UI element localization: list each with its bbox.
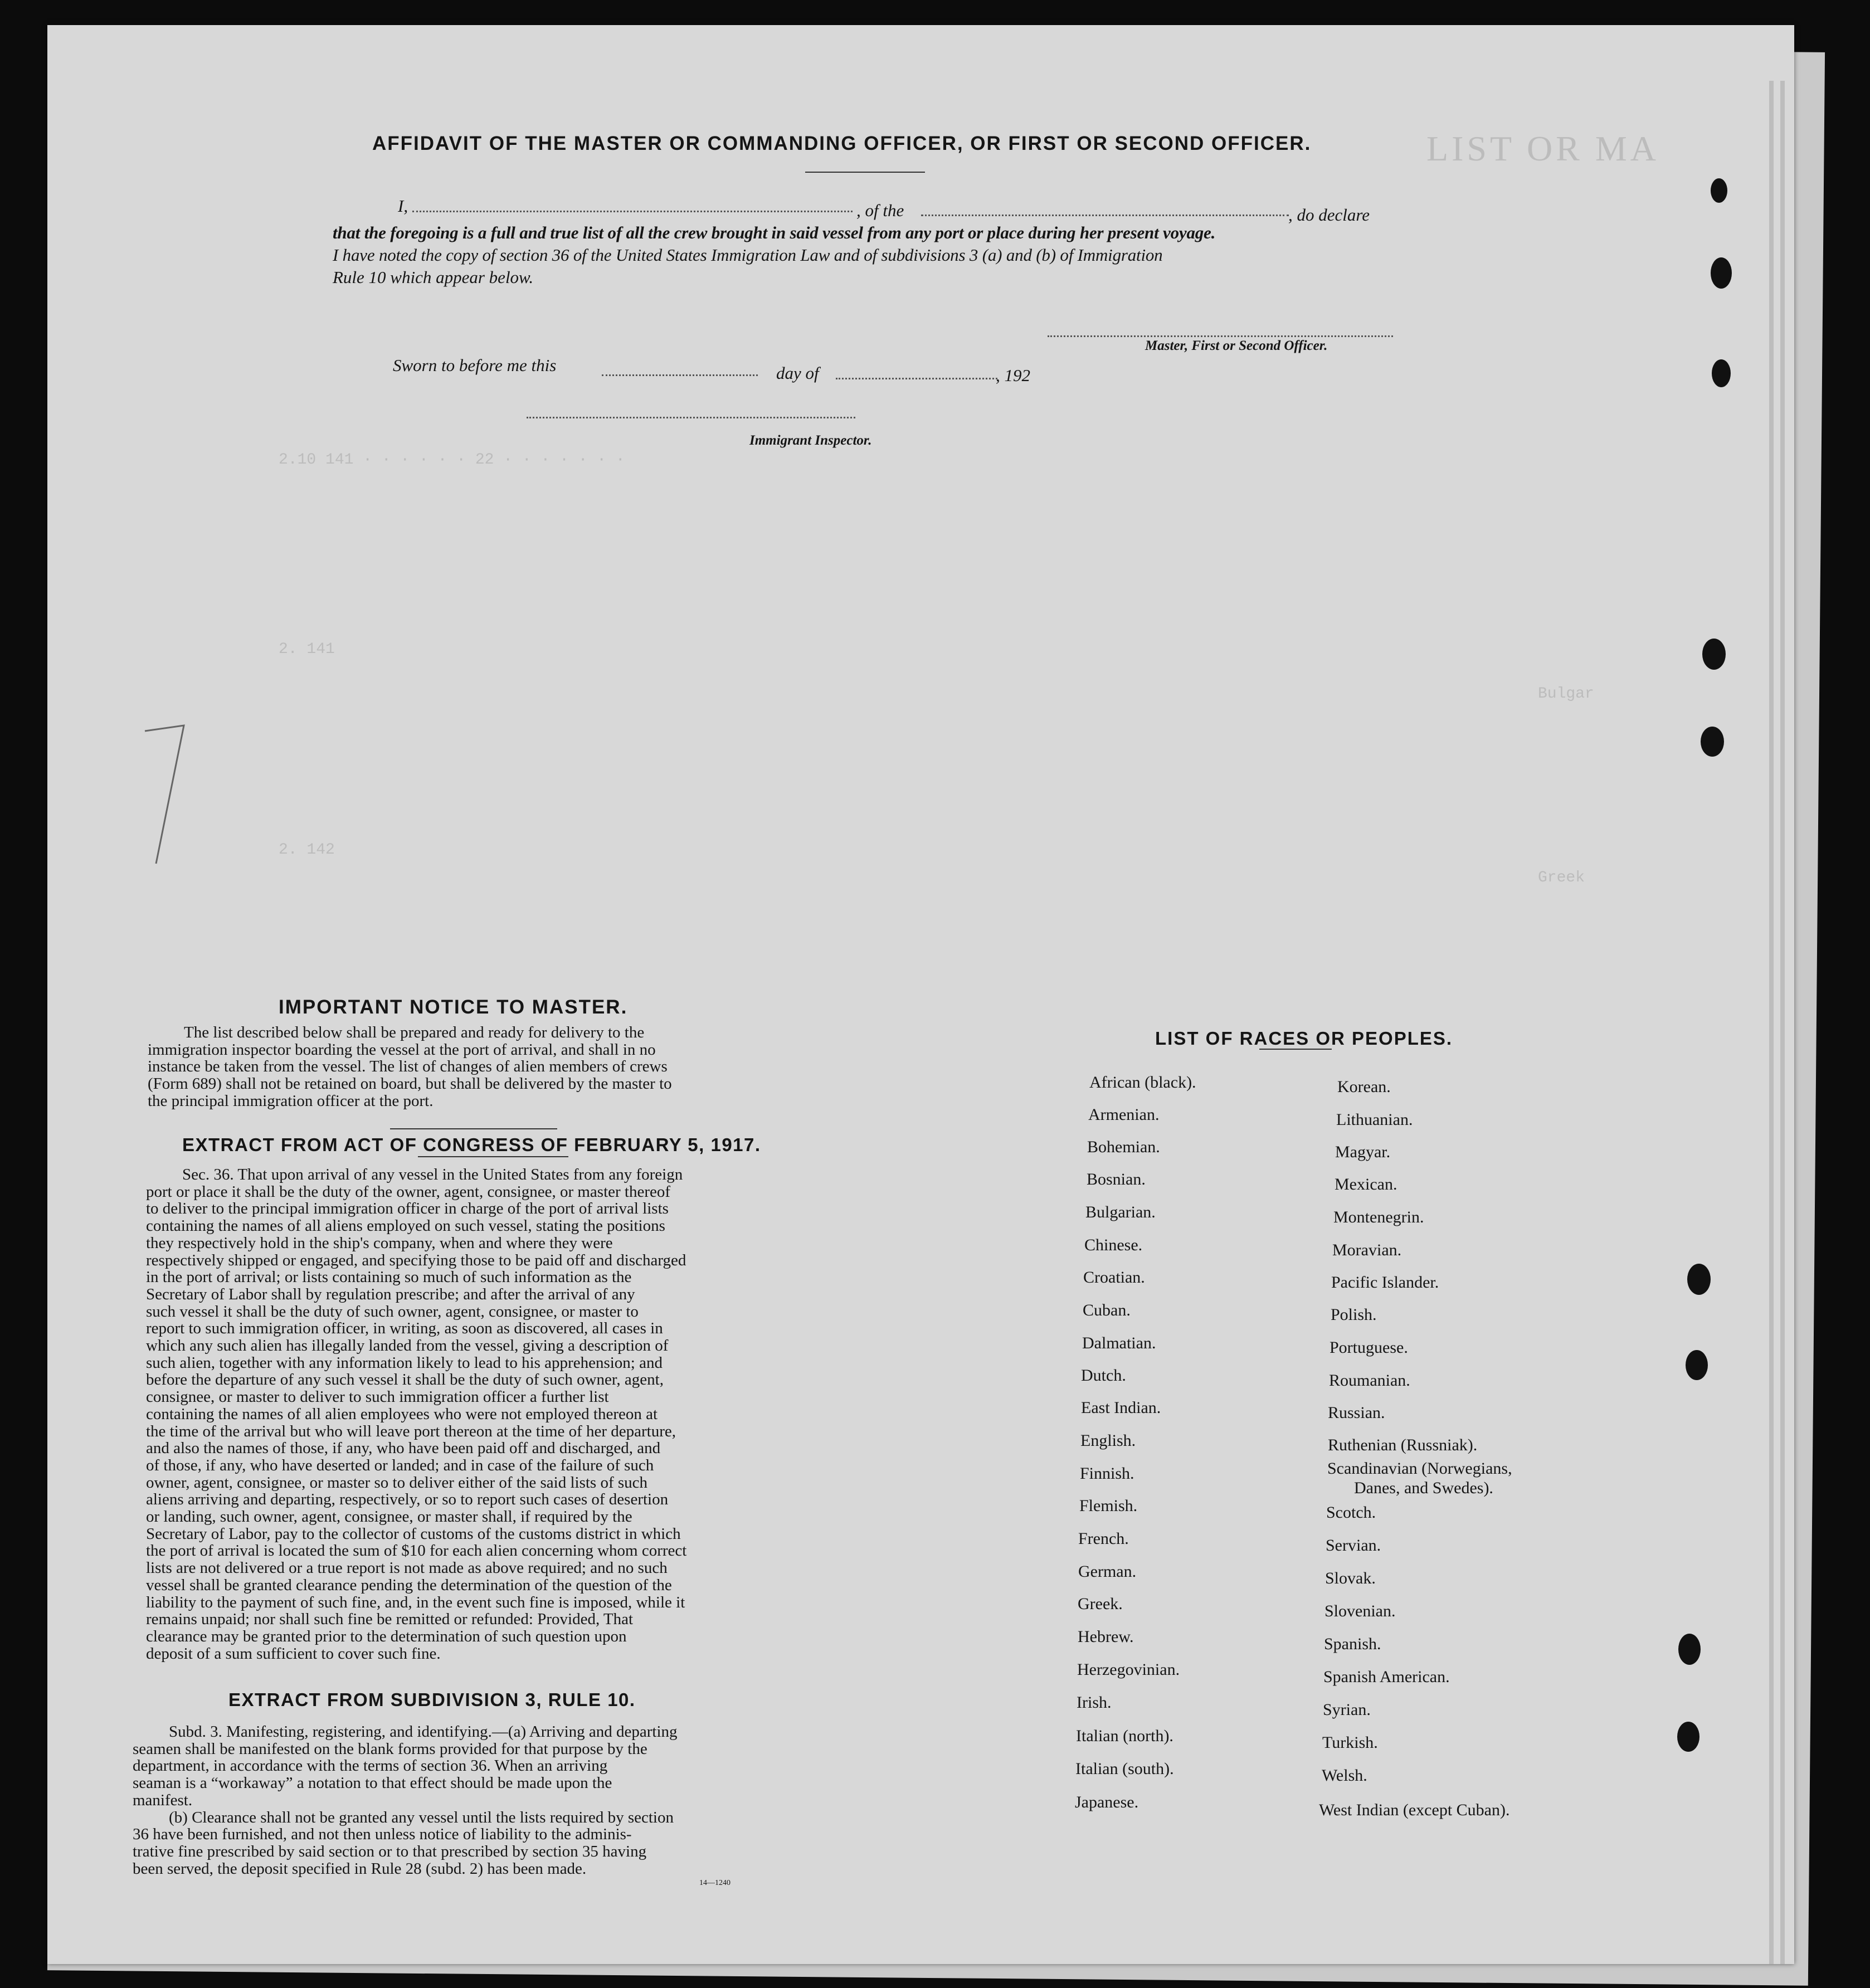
act-line: Secretary of Labor, pay to the collector of customs of the customs district in which xyxy=(146,1524,681,1543)
race-entry: German. xyxy=(1078,1562,1137,1581)
act-line: vessel shall be granted clearance pending the determination of the question of the xyxy=(146,1576,672,1594)
bleed-through: Greek xyxy=(1538,869,1585,886)
race-entry: Flemish. xyxy=(1079,1497,1138,1515)
race-entry: French. xyxy=(1078,1529,1129,1548)
race-entry: East Indian. xyxy=(1081,1399,1161,1417)
punch-hole xyxy=(1702,639,1726,670)
race-entry: Danes, and Swedes). xyxy=(1354,1479,1493,1497)
act-line: in the port of arrival; or lists containing so much of such information as the xyxy=(146,1268,632,1287)
race-entry: English. xyxy=(1080,1431,1136,1450)
act-line: consignee, or master to deliver to such immigration officer a further list xyxy=(146,1388,609,1406)
act-line: clearance may be granted prior to the determination of such question upon xyxy=(146,1627,627,1645)
race-entry: Bosnian. xyxy=(1087,1170,1146,1188)
sworn-label: Sworn to before me this xyxy=(393,355,557,375)
section-36-text xyxy=(146,1166,784,1662)
punch-hole xyxy=(1711,257,1732,289)
master-signature-label: Master, First or Second Officer. xyxy=(1145,338,1328,353)
race-entry: Scandinavian (Norwegians, xyxy=(1327,1459,1512,1478)
race-entry: Welsh. xyxy=(1322,1766,1367,1785)
punch-hole xyxy=(1678,1634,1701,1665)
punch-hole xyxy=(1687,1264,1711,1295)
race-entry: Slovak. xyxy=(1325,1569,1376,1587)
form-number: 14—1240 xyxy=(699,1879,731,1887)
bleed-through: 2.10 141 · · · · · · 22 · · · · · · · xyxy=(279,451,625,469)
rule-line: trative fine prescribed by said section or to that prescribed by section 35 having xyxy=(133,1842,647,1860)
race-entry: African (black). xyxy=(1089,1073,1196,1092)
subdivision-3-text xyxy=(133,1723,773,1877)
act-line: remains unpaid; nor shall such fine be remitted or refunded: Provided, That xyxy=(146,1610,634,1629)
race-entry: Croatian. xyxy=(1083,1268,1145,1287)
year-label: , 192 xyxy=(996,366,1030,385)
race-entry: Spanish American. xyxy=(1323,1668,1450,1686)
pencil-mark xyxy=(139,724,189,869)
act-line: Sec. 36. That upon arrival of any vessel in the United States from any foreign xyxy=(182,1166,683,1183)
act-line: such alien, together with any information likely to lead to his apprehension; and xyxy=(146,1353,663,1372)
race-entry: Herzegovinian. xyxy=(1077,1660,1180,1679)
race-entry: Italian (south). xyxy=(1075,1760,1174,1778)
notice-line: (Form 689) shall not be retained on board, but shall be delivered by the master to xyxy=(148,1075,672,1093)
races-title: LIST OF RACES OR PEOPLES. xyxy=(1155,1028,1453,1049)
punch-hole xyxy=(1677,1722,1699,1752)
rule-line: seaman is a “workaway” a notation to that effect should be made upon the xyxy=(133,1774,612,1792)
race-entry: Syrian. xyxy=(1323,1700,1371,1719)
bleed-through: LIST OR MA xyxy=(1426,129,1659,168)
act-line: containing the names of all alien employees who were not employed thereon at xyxy=(146,1405,658,1423)
race-entry: Magyar. xyxy=(1335,1143,1391,1161)
notice-title: IMPORTANT NOTICE TO MASTER. xyxy=(279,996,628,1018)
race-entry: Russian. xyxy=(1328,1404,1385,1422)
inspector-signature-blank[interactable] xyxy=(527,417,855,418)
act-line: the time of the arrival but who will leave port thereon at the time of her departure, xyxy=(146,1422,676,1440)
act-line: which any such alien has illegally landed from the vessel, giving a description of xyxy=(146,1337,669,1355)
race-entry: Spanish. xyxy=(1324,1635,1381,1653)
notice-text xyxy=(148,1024,786,1110)
act-line: deposit of a sum sufficient to cover such fine. xyxy=(146,1644,441,1663)
race-entry: Bohemian. xyxy=(1087,1138,1160,1156)
rule-line: department, in accordance with the terms of section 36. When an arriving xyxy=(133,1757,608,1775)
inspector-label: Immigrant Inspector. xyxy=(749,433,872,448)
race-entry: Italian (north). xyxy=(1076,1727,1173,1745)
rule-line: been served, the deposit specified in Rule 28 (subd. 2) has been made. xyxy=(133,1859,587,1878)
punch-hole xyxy=(1686,1350,1708,1380)
name-blank[interactable] xyxy=(412,211,853,212)
act-line: of those, if any, who have deserted or landed; and in case of the failure of such xyxy=(146,1456,654,1474)
day-of-label: day of xyxy=(776,363,819,383)
race-entry: Polish. xyxy=(1331,1305,1377,1324)
act-line: and also the names of those, if any, who have been paid off and discharged, and xyxy=(146,1439,661,1458)
race-entry: Chinese. xyxy=(1084,1236,1143,1254)
act-line: liability to the payment of such fine, and, in the event such fine is imposed, while it xyxy=(146,1593,685,1611)
race-entry: Hebrew. xyxy=(1078,1628,1134,1646)
race-entry: Scotch. xyxy=(1326,1503,1376,1522)
master-signature-blank[interactable] xyxy=(1048,335,1393,337)
race-entry: Irish. xyxy=(1077,1693,1112,1712)
rule-line: manifest. xyxy=(133,1791,193,1809)
rule-line: Subd. 3. Manifesting, registering, and identifying.—(a) Arriving and departing xyxy=(169,1723,678,1741)
race-entry: Bulgarian. xyxy=(1085,1203,1156,1221)
act-line: before the departure of any such vessel it shall be the duty of such owner, agent, xyxy=(146,1371,664,1389)
race-entry: Montenegrin. xyxy=(1333,1208,1424,1226)
race-entry: Armenian. xyxy=(1088,1105,1160,1124)
race-entry: Korean. xyxy=(1337,1078,1391,1096)
race-entry: Portuguese. xyxy=(1330,1338,1408,1357)
sworn-month-blank[interactable] xyxy=(836,378,997,379)
extract-rule-title: EXTRACT FROM SUBDIVISION 3, RULE 10. xyxy=(228,1689,636,1710)
divider xyxy=(805,172,925,173)
race-entry: West Indian (except Cuban). xyxy=(1319,1801,1510,1819)
divider xyxy=(390,1128,557,1129)
notice-line: immigration inspector boarding the vessel at the port of arrival, and shall in no xyxy=(148,1040,656,1059)
race-entry: Slovenian. xyxy=(1324,1602,1396,1620)
race-entry: Dutch. xyxy=(1081,1366,1126,1385)
act-line: report to such immigration officer, in writing, as soon as discovered, all cases in xyxy=(146,1319,663,1338)
race-entry: Turkish. xyxy=(1322,1733,1378,1752)
act-line: such vessel it shall be the duty of such owner, agent, consignee, or master to xyxy=(146,1302,639,1321)
punch-hole xyxy=(1701,727,1724,757)
page-edge xyxy=(1780,81,1785,1964)
act-line: Secretary of Labor shall by regulation prescribe; and after the arrival of any xyxy=(146,1285,635,1303)
rule-line: 36 have been furnished, and not then unless notice of liability to the adminis- xyxy=(133,1825,632,1844)
notice-line: The list described below shall be prepared and ready for delivery to the xyxy=(184,1024,645,1041)
vessel-blank[interactable] xyxy=(921,215,1289,216)
bleed-through: 2. 142 xyxy=(279,841,335,859)
affidavit-of-the-label: , of the xyxy=(856,201,904,220)
affidavit-title: AFFIDAVIT OF THE MASTER OR COMMANDING OFFICER, OR FIRST OR SECOND OFFICER. xyxy=(372,133,1312,154)
divider xyxy=(418,1156,568,1157)
race-entry: Cuban. xyxy=(1083,1301,1131,1319)
rule-line: seamen shall be manifested on the blank forms provided for that purpose by the xyxy=(133,1740,647,1758)
act-line: respectively shipped or engaged, and specifying those to be paid off and discharged xyxy=(146,1251,686,1269)
notice-line: instance be taken from the vessel. The list of changes of alien members of crews xyxy=(148,1058,668,1076)
notice-line: the principal immigration officer at the port. xyxy=(148,1092,434,1110)
race-entry: Mexican. xyxy=(1335,1175,1397,1193)
affidavit-i-label: I, xyxy=(398,196,408,216)
act-line: they respectively hold in the ship's company, when and where they were xyxy=(146,1234,613,1252)
act-line: port or place it shall be the duty of the owner, agent, consignee, or master thereof xyxy=(146,1182,671,1201)
race-entry: Greek. xyxy=(1078,1595,1123,1613)
affidavit-line-3: Rule 10 which appear below. xyxy=(333,267,534,287)
act-line: lists are not delivered or a true report is not made as above required; and no such xyxy=(146,1559,668,1577)
bleed-through: 2. 141 xyxy=(279,641,335,658)
race-entry: Finnish. xyxy=(1080,1464,1134,1483)
affidavit-line-1: that the foregoing is a full and true list of all the crew brought in said vessel from any port or place during her present voyage. xyxy=(333,223,1216,242)
sworn-day-blank[interactable] xyxy=(602,374,758,376)
page-edge xyxy=(1769,81,1774,1964)
act-line: to deliver to the principal immigration officer in charge of the port of arrival lists xyxy=(146,1200,669,1218)
punch-hole xyxy=(1712,359,1731,387)
race-entry: Pacific Islander. xyxy=(1331,1273,1439,1292)
race-entry: Japanese. xyxy=(1075,1793,1139,1811)
document-page xyxy=(47,25,1794,1964)
extract-act-title: EXTRACT FROM ACT OF CONGRESS OF FEBRUARY 5, 1917. xyxy=(182,1134,761,1155)
race-entry: Dalmatian. xyxy=(1082,1334,1156,1352)
affidavit-line-2: I have noted the copy of section 36 of the United States Immigration Law and of subdivisions 3 (a) and (b) of Immigration xyxy=(333,245,1163,265)
race-entry: Lithuanian. xyxy=(1336,1110,1413,1129)
race-entry: Ruthenian (Russniak). xyxy=(1328,1436,1478,1454)
act-line: the port of arrival is located the sum of $10 for each alien concerning whom correct xyxy=(146,1542,687,1560)
divider xyxy=(1259,1049,1332,1050)
act-line: aliens arriving and departing, respectively, or so to report such cases of desertion xyxy=(146,1490,669,1509)
punch-hole xyxy=(1711,178,1727,203)
affidavit-do-declare: , do declare xyxy=(1288,205,1370,225)
act-line: owner, agent, consignee, or master so to deliver either of the said lists of such xyxy=(146,1473,648,1492)
rule-line: (b) Clearance shall not be granted any vessel until the lists required by section xyxy=(169,1808,674,1826)
act-line: containing the names of all aliens employed on such vessel, stating the positions xyxy=(146,1217,665,1235)
race-entry: Moravian. xyxy=(1332,1241,1402,1259)
race-entry: Roumanian. xyxy=(1329,1371,1410,1390)
bleed-through: Bulgar xyxy=(1538,685,1594,703)
act-line: or landing, such owner, agent, consignee, or master shall, if required by the xyxy=(146,1508,632,1526)
race-entry: Servian. xyxy=(1326,1536,1381,1555)
